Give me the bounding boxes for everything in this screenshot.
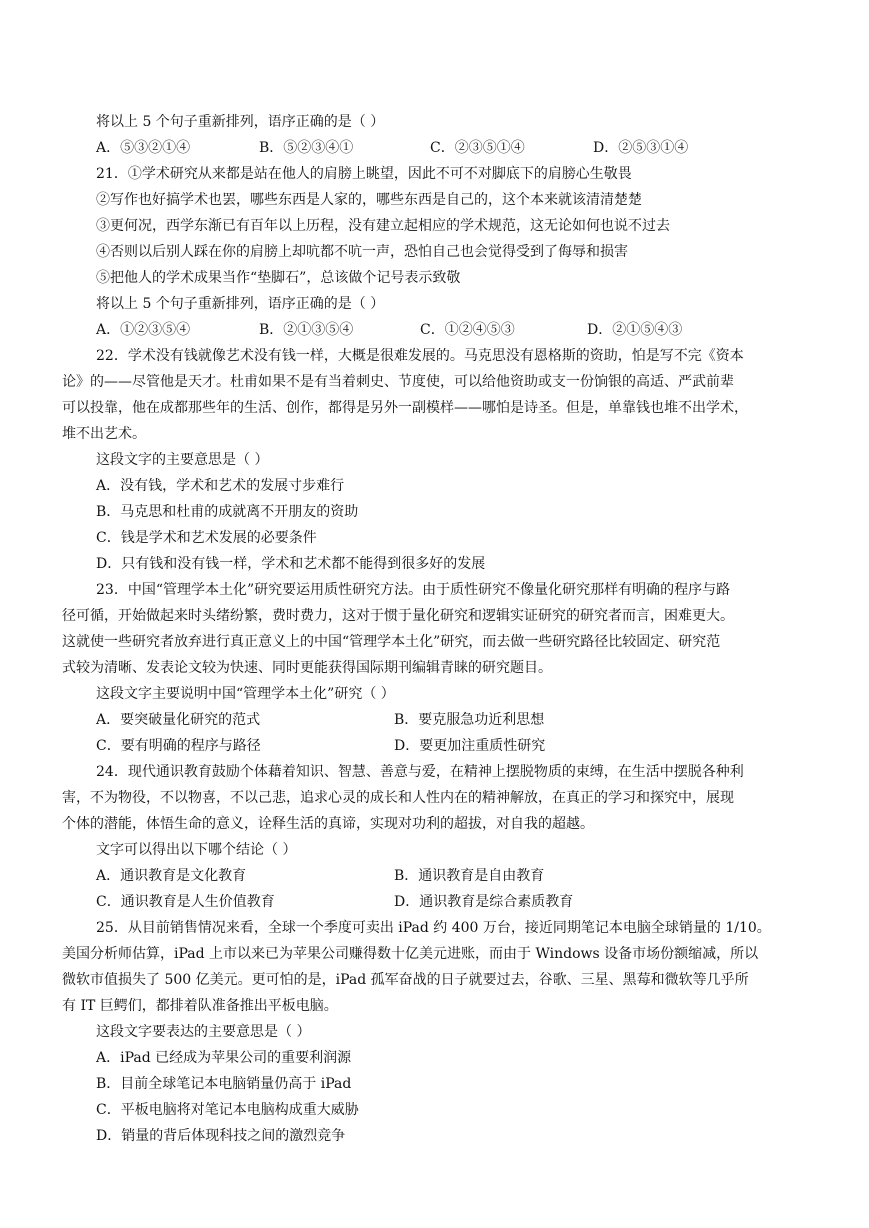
q22-option-c: C．钱是学术和艺术发展的必要条件 xyxy=(96,530,317,546)
q21-prompt: 将以上 5 个句子重新排列，语序正确的是（ ） xyxy=(96,296,385,312)
q24-option-c: C．通识教育是人生价值教育 xyxy=(96,894,275,910)
q20-option-b: B．⑤②③④① xyxy=(259,140,354,156)
q25-option-d: D．销量的背后体现科技之间的激烈竞争 xyxy=(96,1128,346,1144)
q24-text-line: 24．现代通识教育鼓励个体藉着知识、智慧、善意与爱，在精神上摆脱物质的束缚，在生活中摆脱各种利 xyxy=(96,764,744,780)
q21-option-d: D．②①⑤④③ xyxy=(587,322,683,338)
q23-option-c: C．要有明确的程序与路径 xyxy=(96,738,261,754)
q21-sentence-5: ⑤把他人的学术成果当作“垫脚石”，总该做个记号表示致敬 xyxy=(96,270,461,286)
q22-text-line: 论》的——尽管他是天才。杜甫如果不是有当着刺史、节度使，可以给他资助或支一份饷银的高适、严武前辈 xyxy=(62,374,734,390)
q23-text-line: 23．中国“管理学本土化”研究要运用质性研究方法。由于质性研究不像量化研究那样有明确的程序与路 xyxy=(96,582,731,598)
q21-option-a: A．①②③⑤④ xyxy=(96,322,191,338)
q25-text-line: 微软市值损失了 500 亿美元。更可怕的是，iPad 孤军奋战的日子就要过去，谷歌、三星、黑莓和微软等几乎所 xyxy=(62,972,749,988)
q20-option-c: C．②③⑤①④ xyxy=(430,140,525,156)
q23-option-d: D．要更加注重质性研究 xyxy=(394,738,546,754)
q25-option-b: B．目前全球笔记本电脑销量仍高于 iPad xyxy=(96,1076,352,1092)
q21-sentence-3: ③更何况，西学东渐已有百年以上历程，没有建立起相应的学术规范，这无论如何也说不过去 xyxy=(96,218,670,234)
q20-prompt: 将以上 5 个句子重新排列，语序正确的是（ ） xyxy=(96,114,385,130)
q23-option-a: A．要突破量化研究的范式 xyxy=(96,712,261,728)
q23-text-line: 这就使一些研究者放弃进行真正意义上的中国“管理学本土化”研究，而去做一些研究路径比较固定、研究范 xyxy=(62,634,721,650)
q24-option-b: B．通识教育是自由教育 xyxy=(394,868,545,884)
q22-option-b: B．马克思和杜甫的成就离不开朋友的资助 xyxy=(96,504,359,520)
q22-prompt: 这段文字的主要意思是（ ） xyxy=(96,452,269,468)
q22-option-a: A．没有钱，学术和艺术的发展寸步难行 xyxy=(96,478,345,494)
q25-prompt: 这段文字要表达的主要意思是（ ） xyxy=(96,1024,311,1040)
q25-option-c: C．平板电脑将对笔记本电脑构成重大威胁 xyxy=(96,1102,359,1118)
q24-text-line: 害，不为物役，不以物喜，不以己悲，追求心灵的成长和人性内在的精神解放，在真正的学习和探究中，展现 xyxy=(62,790,734,806)
q22-option-d: D．只有钱和没有钱一样，学术和艺术都不能得到很多好的发展 xyxy=(96,556,486,572)
q24-option-d: D．通识教育是综合素质教育 xyxy=(394,894,574,910)
q21-sentence-2: ②写作也好搞学术也罢，哪些东西是人家的，哪些东西是自己的，这个本来就该清清楚楚 xyxy=(96,192,642,208)
q25-text-line: 美国分析师估算，iPad 上市以来已为苹果公司赚得数十亿美元进账，而由于 Windows 设备市场份额缩减，所以 xyxy=(62,946,759,962)
q24-option-a: A．通识教育是文化教育 xyxy=(96,868,247,884)
q23-option-b: B．要克服急功近利思想 xyxy=(394,712,545,728)
q23-text-line: 径可循，开始做起来时头绪纷繁，费时费力，这对于惯于量化研究和逻辑实证研究的研究者而言，困难更大。 xyxy=(62,608,734,624)
q25-option-a: A．iPad 已经成为苹果公司的重要利润源 xyxy=(96,1050,352,1066)
q24-prompt: 文字可以得出以下哪个结论（ ） xyxy=(96,842,297,858)
q25-text-line: 有 IT 巨鳄们，都排着队准备推出平板电脑。 xyxy=(62,998,338,1014)
q22-text-line: 可以投靠，他在成都那些年的生活、创作，都得是另外一副模样——哪怕是诗圣。但是，单靠钱也堆不出学术， xyxy=(62,400,748,416)
q23-prompt: 这段文字主要说明中国“管理学本土化”研究（ ） xyxy=(96,686,395,702)
q24-text-line: 个体的潜能，体悟生命的意义，诠释生活的真谛，实现对功利的超拔，对自我的超越。 xyxy=(62,816,594,832)
q20-option-a: A．⑤③②①④ xyxy=(96,140,191,156)
q21-sentence-4: ④否则以后别人踩在你的肩膀上却吭都不吭一声，恐怕自己也会觉得受到了侮辱和损害 xyxy=(96,244,628,260)
q25-text-line: 25．从目前销售情况来看，全球一个季度可卖出 iPad 约 400 万台，接近同期笔记本电脑全球销量的 1/10。 xyxy=(96,920,771,936)
q22-text-line: 22．学术没有钱就像艺术没有钱一样，大概是很难发展的。马克思没有恩格斯的资助，怕是写不完《资本 xyxy=(96,348,744,364)
q21-sentence-1: 21．①学术研究从来都是站在他人的肩膀上眺望，因此不可不对脚底下的肩膀心生敬畏 xyxy=(96,166,632,182)
q21-option-c: C．①②④⑤③ xyxy=(420,322,515,338)
q21-option-b: B．②①③⑤④ xyxy=(259,322,354,338)
q23-text-line: 式较为清晰、发表论文较为快速、同时更能获得国际期刊编辑青睐的研究题目。 xyxy=(62,660,552,676)
q20-option-d: D．②⑤③①④ xyxy=(593,140,689,156)
q22-text-line: 堆不出艺术。 xyxy=(62,426,146,442)
